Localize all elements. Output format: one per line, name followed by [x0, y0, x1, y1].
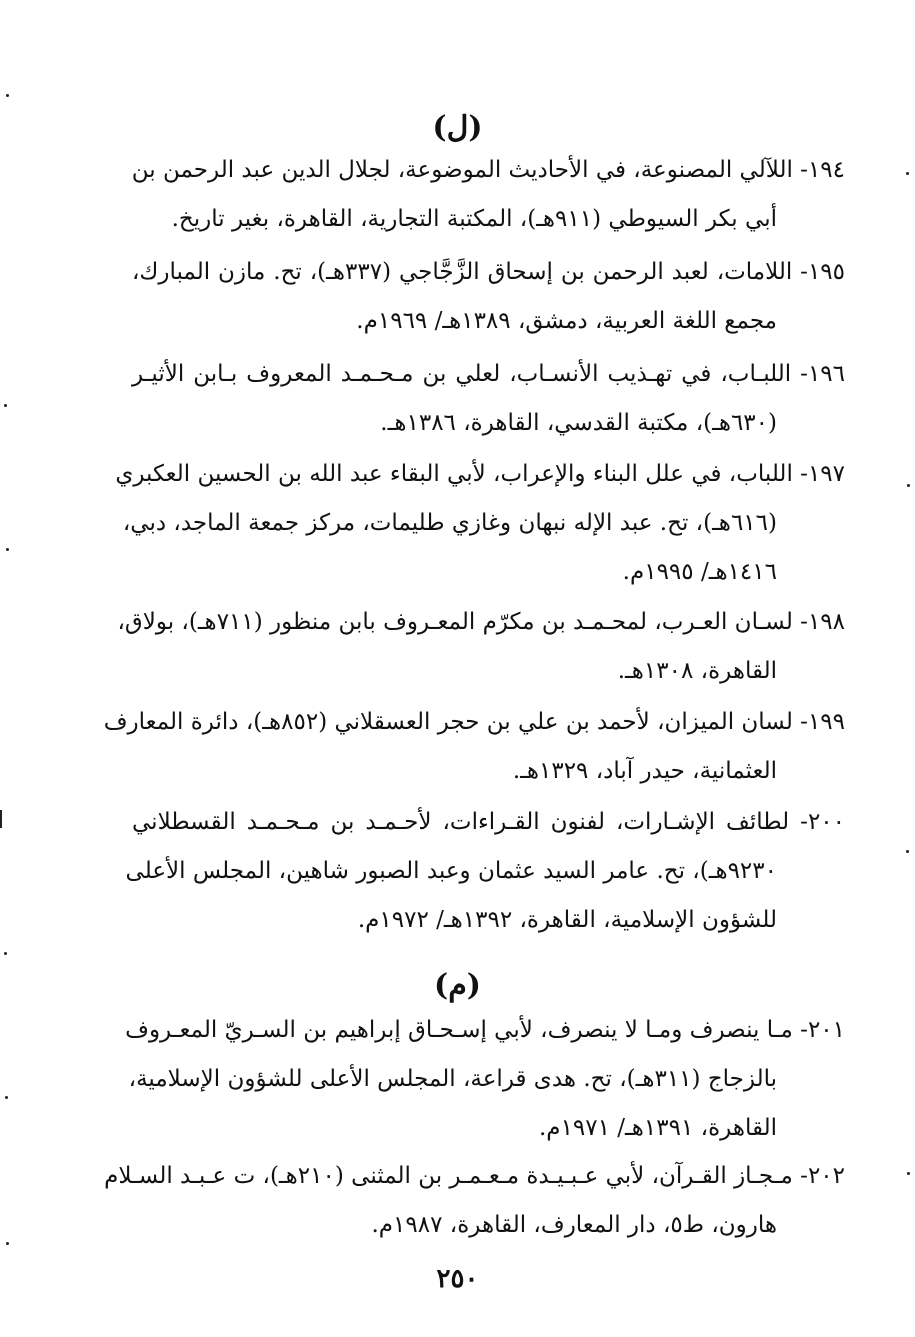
entry-number: ١٩٨- [800, 609, 845, 635]
bibliography-entry-198 [117, 598, 845, 696]
entry-line: ١٤١٦هـ/ ١٩٩٥م. [622, 559, 777, 585]
entry-text: لسان الميزان، لأحمد بن علي بن حجر العسقلاني (٨٥٢هـ)، دائرة المعارف [103, 709, 793, 735]
entry-number: ١٩٥- [800, 259, 845, 285]
bibliography-entry-199 [103, 698, 845, 796]
bibliography-entry-202 [104, 1152, 845, 1250]
entry-text: اللآلي المصنوعة، في الأحاديث الموضوعة، لجلال الدين عبد الرحمن بن [131, 157, 793, 183]
entry-text: اللبـاب، في تهـذيب الأنسـاب، لعلي بن مـحـمـد المعروف بـابن الأثيـر [132, 361, 792, 387]
entry-line: هارون، ط٥، دار المعارف، القاهرة، ١٩٨٧م. [371, 1212, 777, 1238]
entry-text: اللامات، لعبد الرحمن بن إسحاق الزَّجَّاجي (٣٣٧هـ)، تح. مازن المبارك، [132, 259, 793, 285]
entry-line: مجمع اللغة العربية، دمشق، ١٣٨٩هـ/ ١٩٦٩م. [356, 308, 777, 334]
scan-speck [906, 850, 909, 853]
entry-number: ٢٠٢- [800, 1163, 845, 1189]
scan-speck [906, 172, 909, 175]
entry-line: القاهرة، ١٣٩١هـ/ ١٩٧١م. [539, 1115, 777, 1141]
entry-line: ٩٢٣٠هـ)، تح. عامر السيد عثمان وعبد الصبور شاهين، المجلس الأعلى [125, 858, 777, 884]
entry-number: ١٩٩- [800, 709, 845, 735]
scan-speck [4, 404, 7, 407]
section-heading-lam: (ل) [432, 110, 483, 145]
section-heading-mim: (م) [434, 968, 481, 1003]
entry-line [104, 1152, 845, 1201]
entry-number: ١٩٤- [800, 157, 845, 183]
entry-line: القاهرة، ١٣٠٨هـ. [617, 658, 777, 684]
bibliography-entry-194 [132, 146, 845, 244]
entry-number: ١٩٧- [800, 461, 845, 487]
entry-line [117, 598, 845, 647]
scan-speck [5, 1096, 8, 1099]
scan-speck [0, 810, 2, 828]
entry-text: مـا ينصرف ومـا لا ينصرف، لأبي إسـحـاق إبراهيم بن السـريّ المعـروف [125, 1017, 793, 1043]
entry-number: ٢٠٠- [800, 809, 845, 835]
entry-number: ١٩٦- [800, 361, 846, 387]
entry-line [115, 450, 845, 499]
scan-speck [6, 548, 9, 551]
entry-text: لطائف الإشـارات، لفنون القـراءات، لأحـمـد بن مـحـمـد القسطلاني [132, 809, 790, 835]
entry-line [132, 798, 845, 847]
entry-line [132, 146, 845, 195]
scan-speck [907, 1172, 910, 1175]
bibliography-entry-197 [115, 450, 845, 597]
scan-speck [6, 94, 9, 97]
entry-line [132, 350, 845, 399]
scan-speck [907, 484, 910, 487]
page-number: ٢٥٠ [436, 1264, 479, 1294]
bibliography-entry-200 [125, 798, 845, 945]
bibliography-entry-196 [132, 350, 845, 448]
scan-speck [6, 1242, 9, 1245]
entry-line: العثمانية، حيدر آباد، ١٣٢٩هـ. [512, 758, 777, 784]
entry-text: اللباب، في علل البناء والإعراب، لأبي البقاء عبد الله بن الحسين العكبري [115, 461, 793, 487]
bibliography-entry-201 [125, 1006, 845, 1153]
scan-speck [4, 952, 7, 955]
entry-line [132, 248, 845, 297]
entry-line: (٦٣٠هـ)، مكتبة القدسي، القاهرة، ١٣٨٦هـ. [380, 410, 777, 436]
entry-line: بالزجاج (٣١١هـ)، تح. هدى قراعة، المجلس الأعلى للشؤون الإسلامية، [128, 1066, 777, 1092]
entry-number: ٢٠١- [800, 1017, 845, 1043]
entry-text: لسـان العـرب، لمحـمـد بن مكرّم المعـروف بابن منظور (٧١١هـ)، بولاق، [117, 609, 793, 635]
entry-text: مـجـاز القـرآن، لأبي عـبـيـدة مـعـمـر بن المثنى (٢١٠هـ)، ت عـبـد السـلام [104, 1163, 793, 1189]
entry-line [125, 1006, 845, 1055]
bibliography-entry-195 [132, 248, 845, 346]
entry-line: (٦١٦هـ)، تح. عبد الإله نبهان وغازي طليمات، مركز جمعة الماجد، دبي، [122, 510, 777, 536]
entry-line: للشؤون الإسلامية، القاهرة، ١٣٩٢هـ/ ١٩٧٢م. [357, 907, 777, 933]
entry-line: أبي بكر السيوطي (٩١١هـ)، المكتبة التجارية، القاهرة، بغير تاريخ. [171, 206, 777, 232]
entry-line [103, 698, 845, 747]
